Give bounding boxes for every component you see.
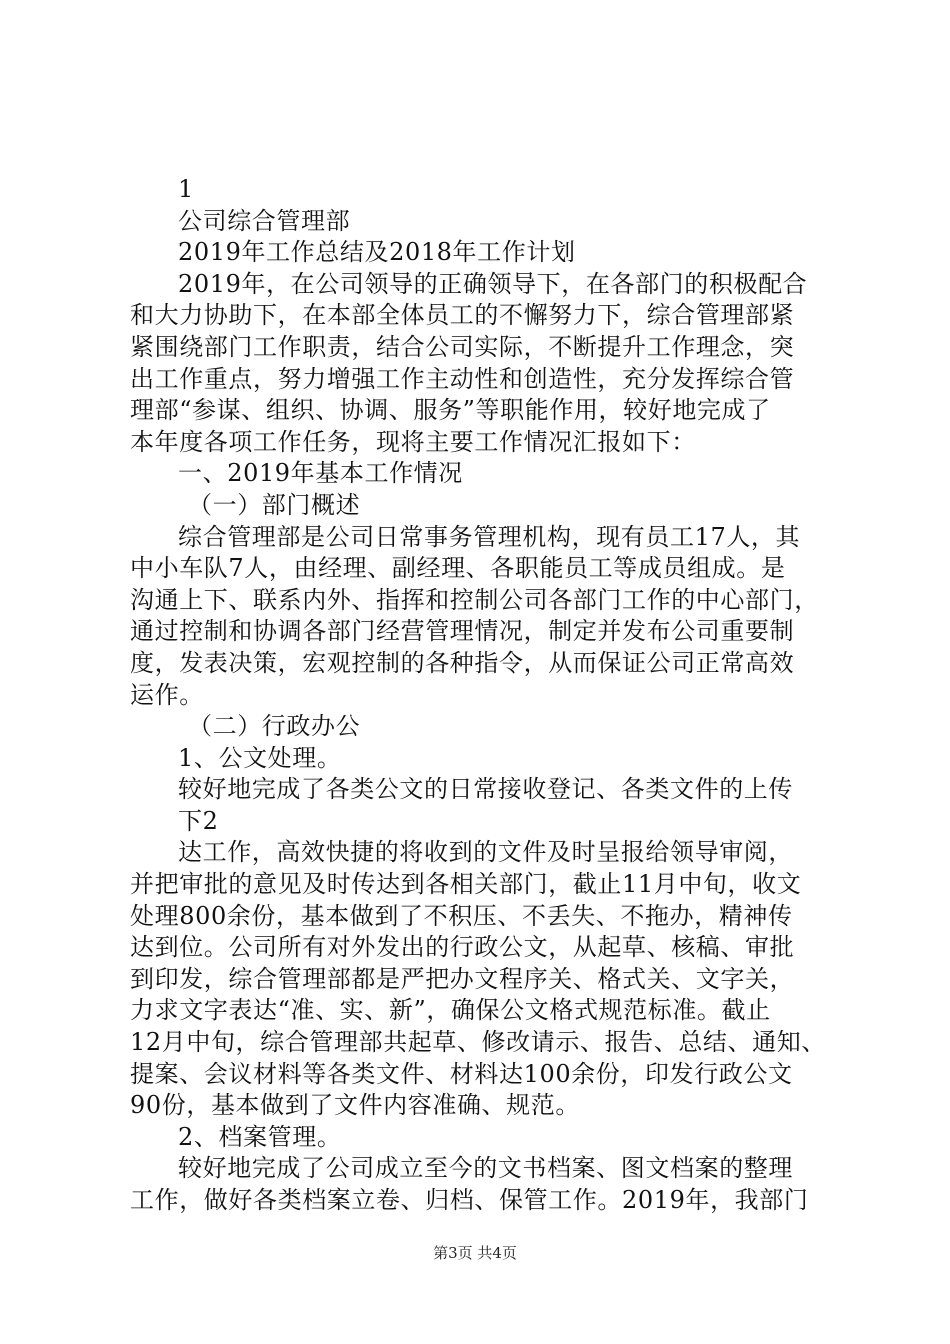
text-line: 中小车队7人，由经理、副经理、各职能员工等成员组成。是 — [130, 554, 786, 583]
page-number-marker: 1 — [178, 175, 194, 203]
text-line: 到印发，综合管理部都是严把办文程序关、格式关、文字关， — [130, 964, 795, 993]
text-line: 12月中旬，综合管理部共起草、修改请示、报告、总结、通知、 — [130, 1028, 826, 1057]
text-line: 理部“参谋、组织、协调、服务”等职能作用，较好地完成了 — [130, 396, 771, 425]
text-line: 综合管理部是公司日常事务管理机构，现有员工17人，其 — [178, 522, 801, 551]
text-line: 通过控制和协调各部门经营管理情况，制定并发布公司重要制 — [130, 617, 795, 646]
text-line: 力求文字表达“准、实、新”，确保公文格式规范标准。截止 — [130, 996, 771, 1025]
text-line: 度，发表决策，宏观控制的各种指令，从而保证公司正常高效 — [130, 648, 795, 677]
text-line: 运作。 — [130, 680, 204, 709]
text-line: 出工作重点，努力增强工作主动性和创造性，充分发挥综合管 — [130, 364, 795, 393]
item-heading: 1、公文处理。 — [178, 743, 342, 772]
text-line: 达工作，高效快捷的将收到的文件及时呈报给领导审阅， — [178, 838, 793, 867]
text-line: 工作，做好各类档案立卷、归档、保管工作。2019年，我部门 — [130, 1186, 809, 1214]
text-line: 沟通上下、联系内外、指挥和控制公司各部门工作的中心部门， — [130, 585, 819, 614]
subsection-heading: （一）部门概述 — [188, 490, 361, 519]
department-heading: 公司综合管理部 — [178, 206, 351, 235]
text-line: 紧围绕部门工作职责，结合公司实际，不断提升工作理念，突 — [130, 332, 795, 361]
text-line: 90份，基本做到了文件内容准确、规范。 — [130, 1091, 580, 1120]
text-line: 较好地完成了各类公文的日常接收登记、各类文件的上传 — [178, 775, 793, 804]
section-heading: 一、2019年基本工作情况 — [178, 459, 463, 488]
text-line: 2019年，在公司领导的正确领导下，在各部门的积极配合 — [178, 269, 808, 298]
document-body — [130, 174, 842, 1217]
subsection-heading: （二）行政办公 — [188, 712, 361, 741]
text-line: 达到位。公司所有对外发出的行政公文，从起草、核稿、审批 — [130, 933, 795, 962]
item-heading: 2、档案管理。 — [178, 1122, 342, 1151]
text-line: 处理800余份，基本做到了不积压、不丢失、不拖办，精神传 — [130, 901, 793, 930]
document-title: 2019年工作总结及2018年工作计划 — [178, 238, 576, 267]
text-line: 较好地完成了公司成立至今的文书档案、图文档案的整理 — [178, 1154, 793, 1183]
text-line: 下2 — [178, 806, 219, 835]
text-line: 提案、会议材料等各类文件、材料达100余份，印发行政公文 — [130, 1059, 793, 1088]
page-footer: 第3页 共4页 — [433, 1244, 517, 1262]
text-line: 和大力协助下，在本部全体员工的不懈努力下，综合管理部紧 — [130, 301, 795, 330]
text-line: 本年度各项工作任务，现将主要工作情况汇报如下： — [130, 427, 696, 456]
text-line: 并把审批的意见及时传达到各相关部门，截止11月中旬，收文 — [130, 870, 802, 899]
